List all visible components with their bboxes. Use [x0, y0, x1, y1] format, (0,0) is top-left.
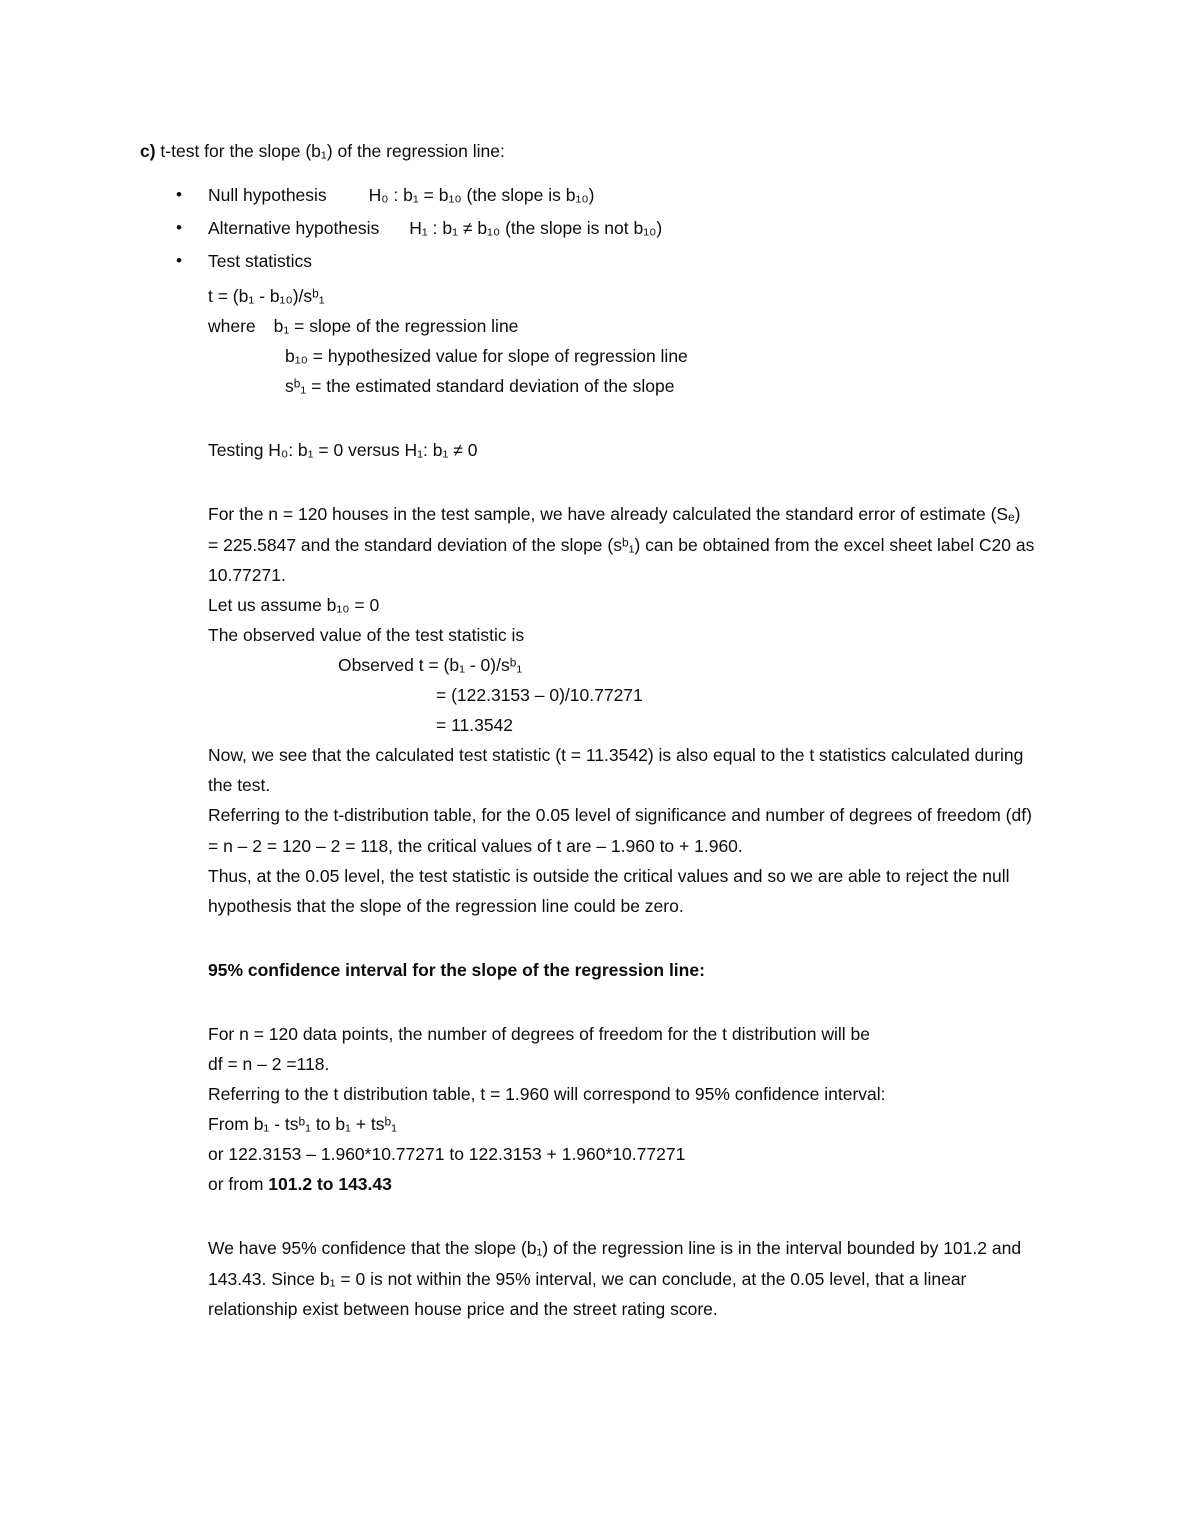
ci-line-1: For n = 120 data points, the number of degrees of freedom for the t distribution will be	[208, 1023, 870, 1044]
alternative-hypothesis-expression: H₁ : b₁ ≠ b₁₀ (the slope is not b₁₀)	[409, 217, 663, 238]
observed-t-line-1: Observed t = (b₁ - 0)/sᵇ₁	[338, 654, 523, 675]
where-definition-sb1: sᵇ₁ = the estimated standard deviation of the slope	[285, 376, 675, 397]
test-statistic-formula-block	[140, 281, 1035, 401]
ci-line-5: or 122.3153 – 1.960*10.77271 to 122.3153 + 1.960*10.77271	[208, 1144, 686, 1165]
final-conclusion-paragraph: We have 95% confidence that the slope (b₁) of the regression line is in the interval bounded by 101.2 and 143.43. Since b₁ = 0 is not within the 95% interval, we can conclude, at the 0.05 level, that a linear relationship exist between house price and the street rating score.	[208, 1238, 1022, 1319]
bullet-alternative-hypothesis	[140, 215, 1035, 242]
bullet-null-hypothesis	[140, 182, 1035, 209]
confidence-interval-heading: 95% confidence interval for the slope of the regression line:	[208, 959, 705, 980]
observed-t-calculation	[140, 650, 1035, 740]
testing-hypotheses-line: Testing H₀: b₁ = 0 versus H₁: b₁ ≠ 0	[208, 440, 478, 461]
ci-result-prefix: or from	[208, 1174, 269, 1195]
section-heading	[140, 140, 1035, 164]
test-statistics-label: Test statistics	[208, 250, 313, 271]
ci-line-4: From b₁ - tsᵇ₁ to b₁ + tsᵇ₁	[208, 1114, 398, 1135]
spacer	[140, 401, 1035, 435]
section-title: t-test for the slope (b₁) of the regression line:	[155, 141, 505, 161]
conclusion-paragraph-1: Now, we see that the calculated test statistic (t = 11.3542) is also equal to the t statistics calculated during the test.	[208, 745, 1024, 796]
document-body	[140, 140, 1035, 1324]
ci-line-2: df = n – 2 =118.	[208, 1053, 330, 1074]
hypothesis-bullet-list	[140, 182, 1035, 275]
null-hypothesis-expression: H₀ : b₁ = b₁₀ (the slope is b₁₀)	[368, 184, 595, 205]
t-formula: t = (b₁ - b₁₀)/sᵇ₁	[208, 286, 325, 306]
given-values-paragraph: For the n = 120 houses in the test sample, we have already calculated the standard error of estimate (Sₑ) = 225.5847 and the standard deviation of the slope (sᵇ₁) can be obtained from the excel sheet label C20 as 10.77271.	[208, 504, 1035, 585]
where-definition-b1: b₁ = slope of the regression line	[273, 316, 519, 337]
assume-b10-line: Let us assume b₁₀ = 0	[208, 594, 380, 615]
ci-line-3: Referring to the t distribution table, t = 1.960 will correspond to 95% confidence interval:	[208, 1084, 886, 1105]
observed-t-line-2: = (122.3153 – 0)/10.77271	[436, 685, 643, 706]
spacer	[140, 1199, 1035, 1233]
spacer	[140, 921, 1035, 955]
ci-result-value: 101.2 to 143.43	[268, 1174, 392, 1195]
bullet-test-statistics	[140, 248, 1035, 275]
where-keyword: where	[208, 316, 256, 337]
spacer	[140, 985, 1035, 1019]
conclusion-paragraph-3: Thus, at the 0.05 level, the test statistic is outside the critical values and so we are able to reject the null hypothesis that the slope of the regression line could be zero.	[208, 865, 1010, 916]
conclusion-paragraph-2: Referring to the t-distribution table, for the 0.05 level of significance and number of degrees of freedom (df) = n – 2 = 120 – 2 = 118, the critical values of t are – 1.960 to + 1.960.	[208, 805, 1032, 856]
observed-value-intro: The observed value of the test statistic is	[208, 624, 525, 645]
null-hypothesis-label: Null hypothesis	[208, 184, 327, 205]
where-line-b1	[208, 311, 1035, 341]
where-definition-b10: b₁₀ = hypothesized value for slope of regression line	[285, 346, 688, 367]
alternative-hypothesis-label: Alternative hypothesis	[208, 217, 380, 238]
section-label: c)	[140, 141, 156, 161]
observed-t-line-3: = 11.3542	[436, 715, 514, 736]
ci-line-6	[140, 1169, 1035, 1199]
spacer	[140, 465, 1035, 499]
